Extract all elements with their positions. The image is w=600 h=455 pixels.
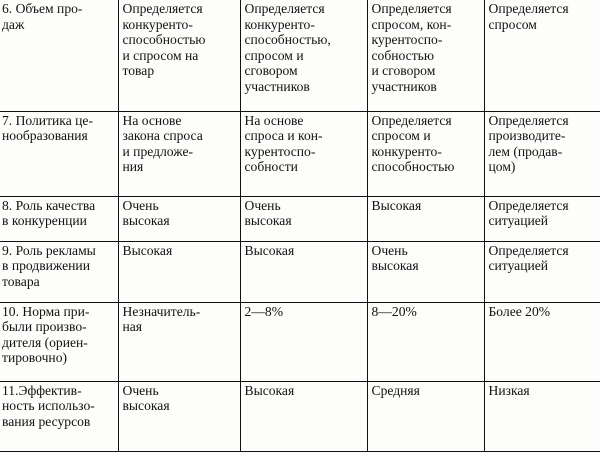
table-cell: Очень высокая xyxy=(118,381,240,451)
table-row-pricing-policy xyxy=(0,111,600,196)
table-cell: 8—20% xyxy=(367,302,484,381)
table-cell: Определяется ситуацией xyxy=(484,196,600,241)
table-cell: Определяется конкуренто- способностью и спросом на товар xyxy=(118,0,240,111)
table-row-sales-volume xyxy=(0,0,600,111)
table-row-resource-efficiency xyxy=(0,381,600,451)
table-cell: Определяется ситуацией xyxy=(484,241,600,302)
table-cell: Определяется производите- лем (продав- цом) xyxy=(484,111,600,196)
table-cell: Незначитель- ная xyxy=(118,302,240,381)
table-cell: Определяется спросом, кон- курентоспо- собностью и сговором участников xyxy=(367,0,484,111)
table-cell: Высокая xyxy=(240,241,367,302)
table-cell: Определяется спросом и конкуренто- способностью xyxy=(367,111,484,196)
table-cell: Более 20% xyxy=(484,302,600,381)
table-cell: На основе спроса и кон- курентоспо- собности xyxy=(240,111,367,196)
table-cell: Определяется спросом xyxy=(484,0,600,111)
row-criterion: 10. Норма при- были произво- дителя (ориен- тировочно) xyxy=(0,302,118,381)
row-criterion: 8. Роль качества в конкуренции xyxy=(0,196,118,241)
table-row-profit-rate xyxy=(0,302,600,381)
table-row-advertising-role xyxy=(0,241,600,302)
row-criterion: 6. Объем про- даж xyxy=(0,0,118,111)
table-cell: На основе закона спроса и предложе- ния xyxy=(118,111,240,196)
row-criterion: 7. Политика це- нообразования xyxy=(0,111,118,196)
table-cell: Очень высокая xyxy=(240,196,367,241)
table-cell: Очень высокая xyxy=(118,196,240,241)
row-criterion: 11.Эффектив- ность использо- вания ресурсов xyxy=(0,381,118,451)
table-cell: Высокая xyxy=(240,381,367,451)
row-criterion: 9. Роль рекламы в продвижении товара xyxy=(0,241,118,302)
table-cell: 2—8% xyxy=(240,302,367,381)
table-cell: Определяется конкуренто- способностью, спросом и сговором участников xyxy=(240,0,367,111)
table-cell: Низкая xyxy=(484,381,600,451)
table-cell: Очень высокая xyxy=(367,241,484,302)
table-cell: Высокая xyxy=(367,196,484,241)
table-cell: Средняя xyxy=(367,381,484,451)
table-row-quality-role xyxy=(0,196,600,241)
table-cell: Высокая xyxy=(118,241,240,302)
